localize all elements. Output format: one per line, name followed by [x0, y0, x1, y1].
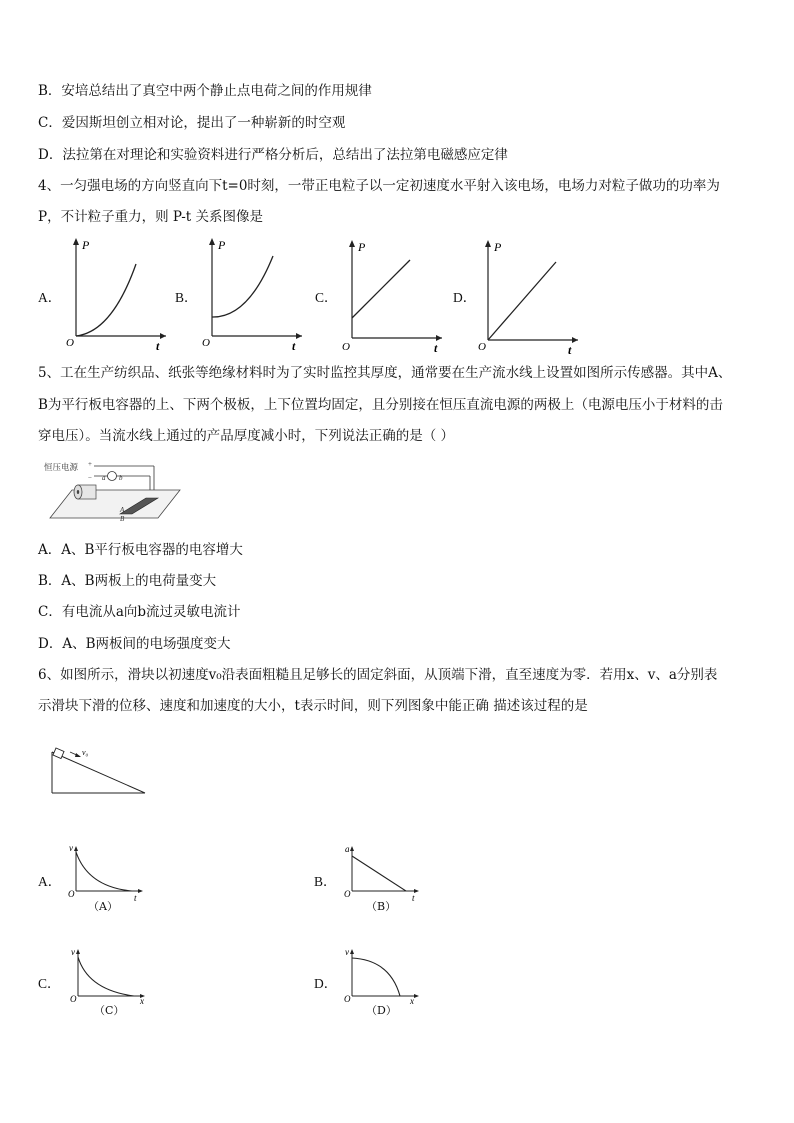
plate-b-label: B [120, 515, 125, 523]
x-axis-label: x [140, 996, 144, 1006]
q4-graph-d [474, 232, 584, 357]
q4-graph-b [198, 232, 308, 354]
q6-graph-c [66, 946, 156, 1006]
q4-label-c: C． [315, 290, 338, 305]
origin-label: O [68, 889, 75, 899]
q5-option-c: C．有电流从a向b流过灵敏电流计 [38, 604, 241, 620]
origin-label: O [344, 994, 351, 1004]
axis-x-label: t [156, 339, 160, 353]
v0-label: v₀ [82, 748, 89, 757]
incline-figure [50, 742, 150, 796]
q4-label-a: A． [38, 290, 62, 305]
axis-y-label: P [358, 240, 366, 254]
q5-stem-line2: B为平行板电容器的上、下两个极板，上下位置均固定，且分别接在恒压直流电源的两极上（电源电压小于材料的击 [38, 397, 723, 413]
q4-label-d: D． [453, 290, 477, 305]
point-a-label: a [102, 474, 106, 482]
axis-y-label: P [218, 238, 226, 252]
q6-label-b: B． [314, 874, 337, 889]
q4-stem-line1: 4、一匀强电场的方向竖直向下t=0时刻，一带正电粒子以一定初速度水平射入该电场，电场力对粒子做功的功率为 [38, 178, 720, 194]
y-axis-label: v [71, 947, 75, 957]
y-axis-label: v [69, 843, 73, 853]
q5-stem-line1: 5、工在生产纺织品、纸张等绝缘材料时为了实时监控其厚度，通常要在生产流水线上设置如图所示传感器。其中A、 [38, 365, 732, 381]
axis-x-label: t [434, 341, 438, 355]
q4-stem-line2: P，不计粒子重力，则 P-t 关系图像是 [38, 209, 263, 225]
capacitor-sensor-figure [42, 458, 182, 530]
origin-label: O [478, 341, 486, 353]
source-label: 恒压电源 [44, 462, 79, 472]
y-axis-label: v [345, 947, 349, 957]
q6-caption-d: （D） [366, 1004, 397, 1017]
q6-graph-b [340, 843, 430, 903]
q4-graph-a [62, 232, 172, 354]
q5-stem-line3: 穿电压）。当流水线上通过的产品厚度减小时，下列说法正确的是（ ） [38, 428, 455, 444]
x-axis-label: x [410, 996, 414, 1006]
minus-sign: − [88, 474, 92, 482]
q4-label-b: B． [175, 290, 198, 305]
origin-label: O [342, 341, 350, 353]
q6-caption-a: （A） [88, 900, 118, 913]
q6-stem-line2: 示滑块下滑的位移、速度和加速度的大小，t表示时间，则下列图象中能正确 描述该过程的是 [38, 698, 588, 714]
plate-a-label: A [120, 506, 125, 514]
q6-label-a: A． [38, 874, 62, 889]
axis-x-label: t [568, 343, 572, 357]
axis-x-label: t [292, 339, 296, 353]
q3-option-d: D．法拉第在对理论和实验资料进行严格分析后，总结出了法拉第电磁感应定律 [38, 147, 508, 163]
point-b-label: b [119, 474, 123, 482]
origin-label: O [70, 994, 77, 1004]
q6-label-c: C． [38, 976, 61, 991]
q6-caption-c: （C） [94, 1004, 125, 1017]
q5-option-b: B．A、B两板上的电荷量变大 [38, 573, 217, 589]
q4-graph-c [338, 232, 448, 354]
q5-option-a: A．A、B平行板电容器的电容增大 [38, 542, 243, 558]
q6-label-d: D． [314, 976, 338, 991]
x-axis-label: t [134, 893, 137, 903]
y-axis-label: a [345, 844, 350, 854]
origin-label: O [202, 337, 210, 349]
origin-label: O [344, 889, 351, 899]
x-axis-label: t [412, 893, 415, 903]
q5-option-d: D．A、B两板间的电场强度变大 [38, 636, 231, 652]
axis-y-label: P [82, 238, 90, 252]
axis-y-label: P [494, 240, 502, 254]
q6-graph-d [340, 946, 430, 1006]
q3-option-b: B．安培总结出了真空中两个静止点电荷之间的作用规律 [38, 83, 372, 99]
q6-stem-line1: 6、如图所示，滑块以初速度v₀沿表面粗糙且足够长的固定斜面，从顶端下滑，直至速度为零．若用x、v、a分别表 [38, 667, 718, 683]
q6-caption-b: （B） [366, 900, 397, 913]
origin-label: O [66, 337, 74, 349]
galvanometer-icon [108, 472, 117, 481]
plus-sign: + [88, 460, 92, 468]
q6-graph-a [64, 843, 154, 903]
q3-option-c: C．爱因斯坦创立相对论，提出了一种崭新的时空观 [38, 115, 346, 131]
